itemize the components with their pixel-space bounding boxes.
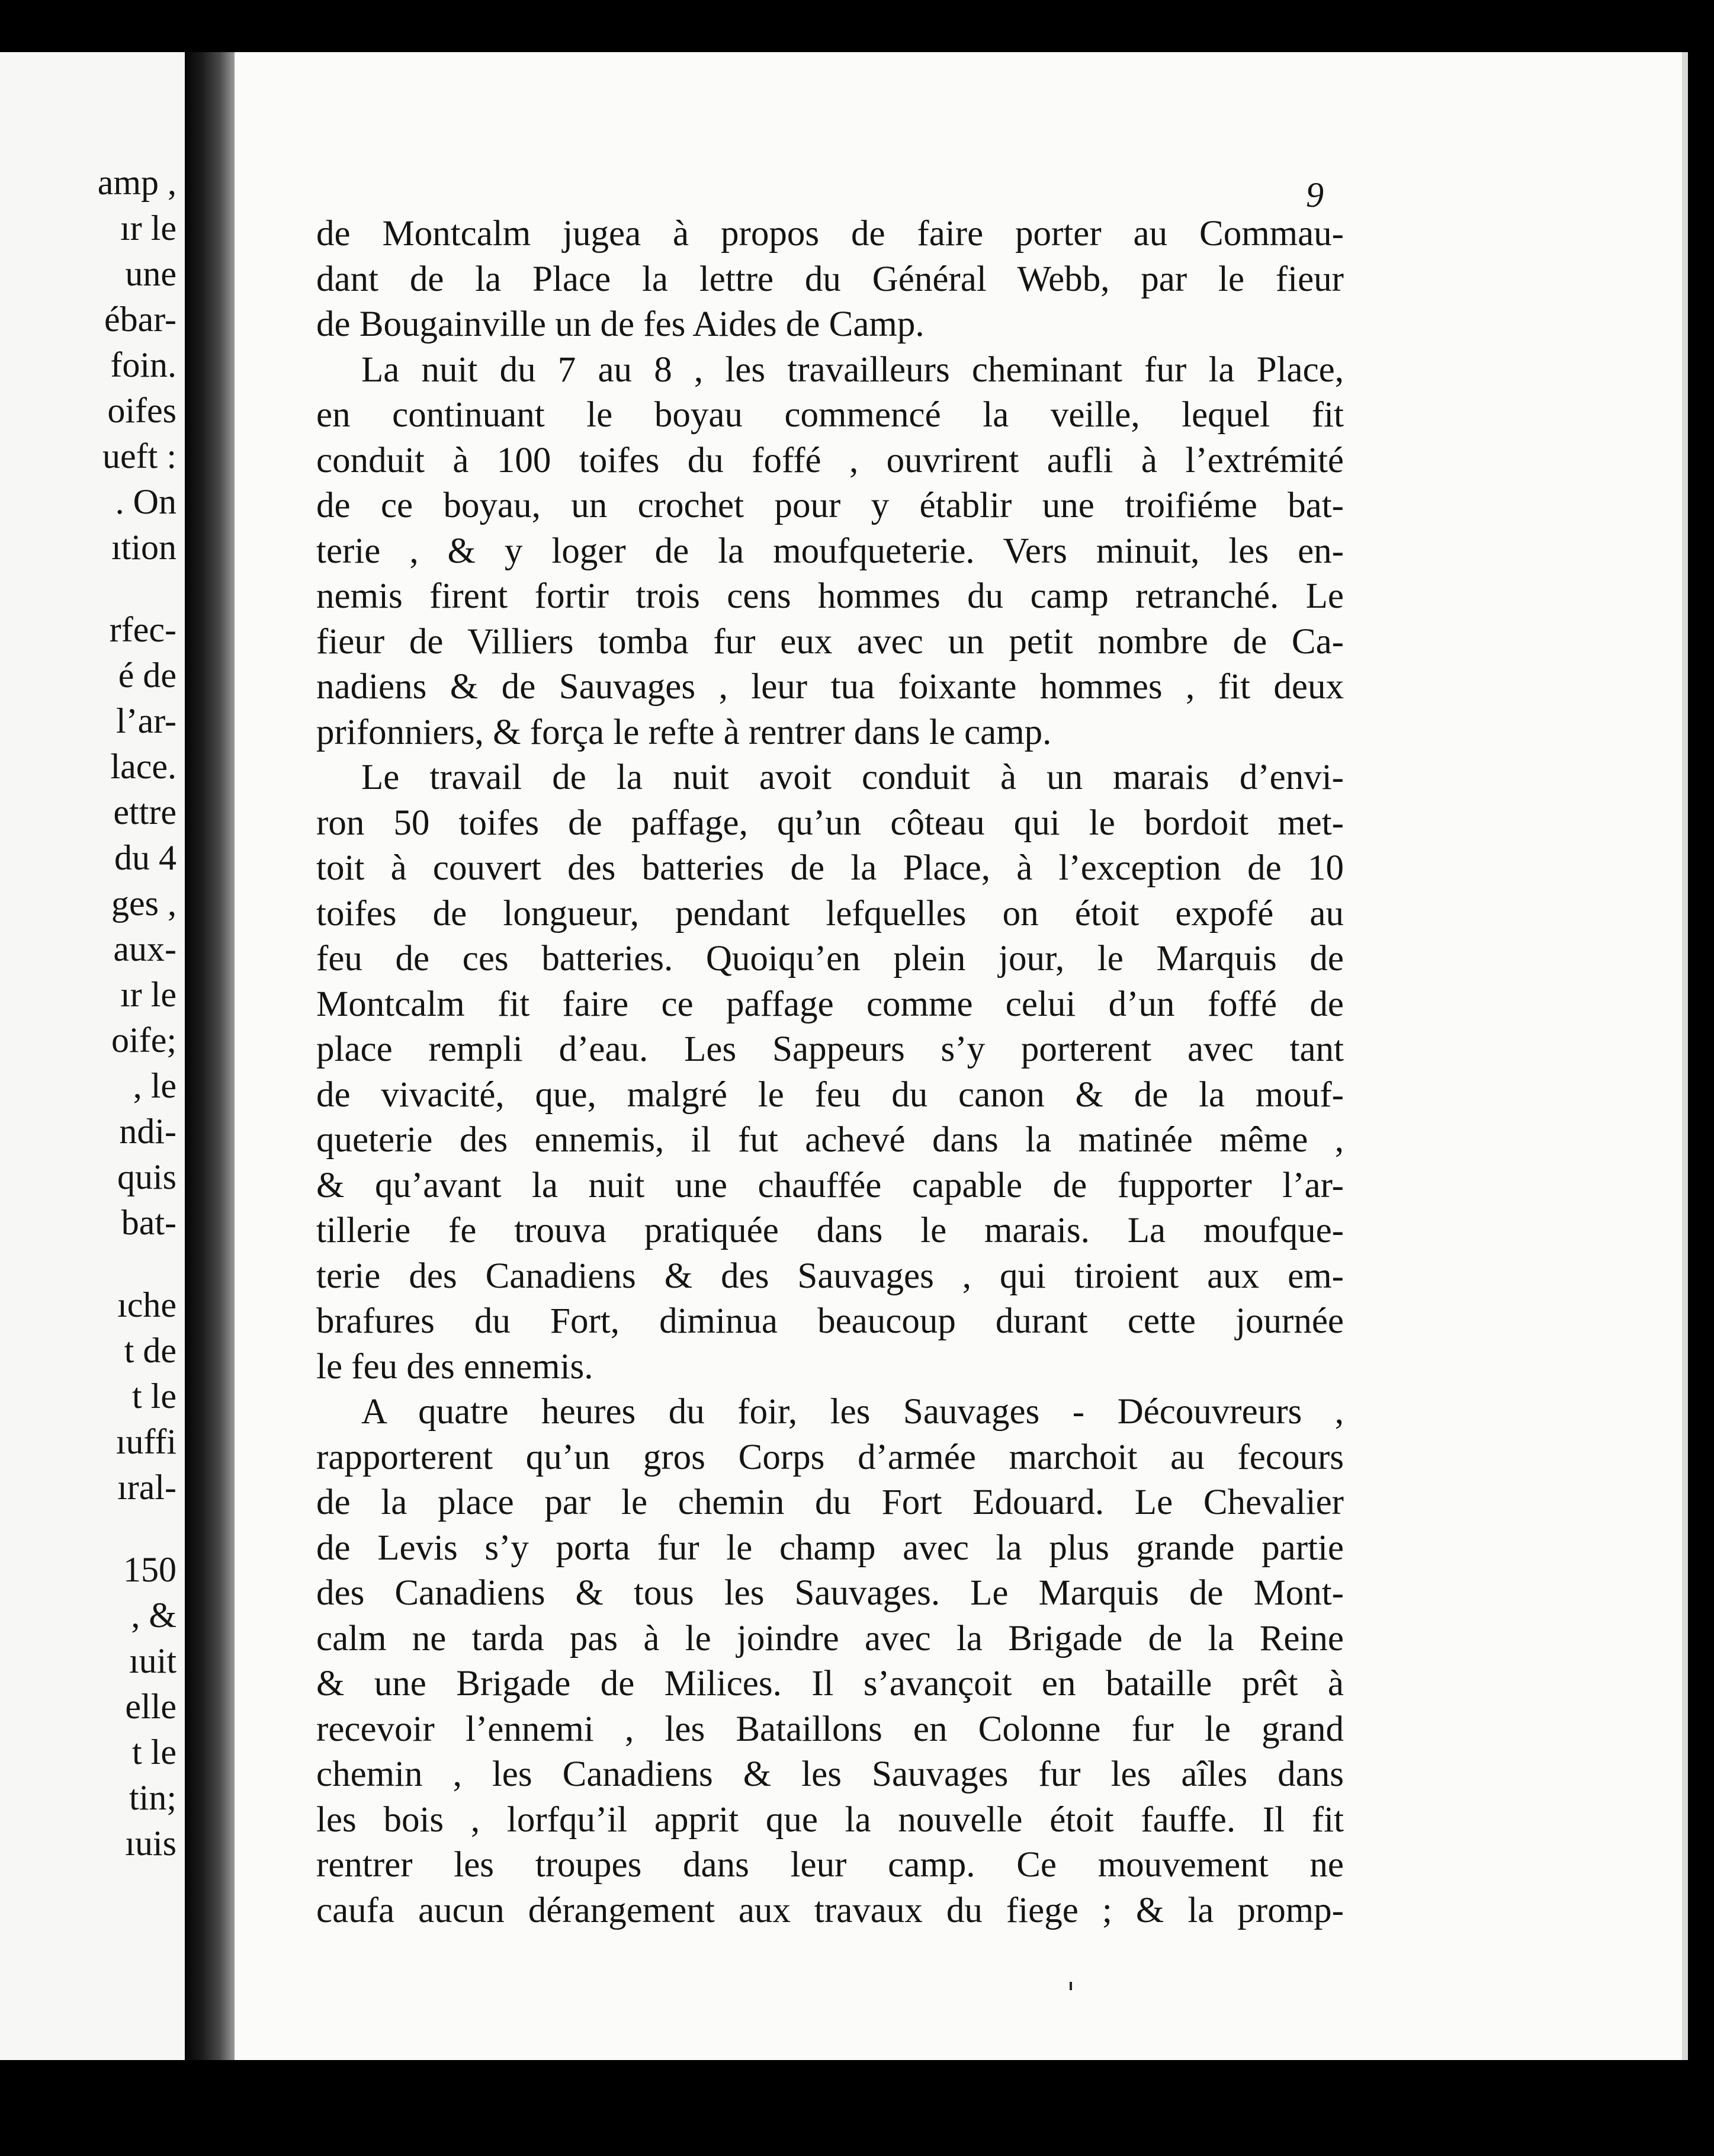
text-line: brafures du Fort, diminua beaucoup durant cette journée — [316, 1301, 1344, 1341]
text-line: le feu des ennemis. — [316, 1346, 593, 1387]
text-line: A quatre heures du foir, les Sauvages - Découvreurs , — [361, 1392, 1344, 1432]
facing-line-gap — [0, 1246, 176, 1282]
text-line: de Montcalm jugea à propos de faire porter au Commau- — [316, 214, 1344, 254]
text-line: La nuit du 7 au 8 , les travailleurs cheminant fur la Place, — [361, 349, 1344, 390]
facing-line: ueft : — [102, 437, 176, 476]
text-line: calm ne tarda pas à le joindre avec la Brigade de la Reine — [316, 1618, 1344, 1658]
facing-line: t le — [132, 1732, 176, 1772]
facing-line: ıuffi — [115, 1422, 176, 1461]
text-line: toit à couvert des batteries de la Place, à l’exception de 10 — [316, 848, 1344, 888]
text-line: rentrer les troupes dans leur camp. Ce mouvement ne — [316, 1845, 1344, 1885]
facing-line: , & — [131, 1596, 176, 1635]
facing-page-fragment — [0, 52, 185, 2060]
text-line: toifes de longueur, pendant lefquelles on étoit expofé au — [316, 893, 1344, 933]
text-line: terie , & y loger de la moufqueterie. Vers minuit, les en- — [316, 531, 1344, 571]
facing-line: lace. — [110, 747, 176, 786]
text-line: de la place par le chemin du Fort Edouard. Le Chevalier — [316, 1483, 1344, 1522]
facing-line: ıtion — [111, 528, 176, 567]
facing-line: . On — [115, 482, 176, 521]
facing-line: ettre — [113, 793, 176, 832]
facing-line: du 4 — [114, 838, 176, 877]
page-edge — [1682, 52, 1688, 2060]
facing-line: ges , — [111, 884, 176, 923]
text-line: caufa aucun dérangement aux travaux du fiege ; & la promp- — [316, 1890, 1344, 1930]
facing-line: t de — [124, 1331, 176, 1370]
text-line: Le travail de la nuit avoit conduit à un marais d’envi- — [361, 758, 1344, 797]
text-line: conduit à 100 toifes du foffé , ouvrirent aufli à l’extrémité — [316, 440, 1344, 480]
facing-line: ır le — [120, 208, 176, 248]
facing-line: quis — [117, 1157, 176, 1196]
facing-page-line-ends — [0, 160, 176, 1866]
text-line: en continuant le boyau commencé la veille, lequel fit — [316, 395, 1344, 435]
text-line: de vivacité, que, malgré le feu du canon & de la mouf- — [316, 1074, 1344, 1115]
facing-line: rfec- — [109, 610, 176, 649]
text-line: nemis firent fortir trois cens hommes du camp retranché. Le — [316, 576, 1344, 616]
facing-line: , le — [133, 1066, 176, 1105]
text-line: & qu’avant la nuit une chauffée capable de fupporter l’ar- — [316, 1165, 1344, 1205]
ink-speck — [1070, 1982, 1072, 1990]
text-line: de Bougainville un de fes Aides de Camp. — [316, 304, 925, 344]
facing-line: ıral- — [117, 1468, 176, 1507]
facing-line: 150 — [123, 1550, 176, 1589]
facing-line: ébar- — [104, 300, 176, 339]
facing-line-gap — [0, 1510, 176, 1547]
text-line: ron 50 toifes de paffage, qu’un côteau qui le bordoit met- — [316, 803, 1344, 843]
facing-line: amp , — [97, 163, 176, 202]
facing-line: foin. — [110, 345, 176, 384]
book-gutter — [185, 52, 235, 2060]
facing-line: oife; — [111, 1021, 176, 1060]
text-line: rapporterent qu’un gros Corps d’armée marchoit au fecours — [316, 1437, 1344, 1477]
facing-line: l’ar- — [115, 701, 176, 740]
text-line: des Canadiens & tous les Sauvages. Le Marquis de Mont- — [316, 1573, 1344, 1613]
facing-line: oifes — [107, 391, 176, 430]
text-line: de Levis s’y porta fur le champ avec la plus grande partie — [316, 1528, 1344, 1568]
facing-line: une — [125, 254, 176, 293]
text-line: de ce boyau, un crochet pour y établir une troifiéme bat- — [316, 486, 1344, 525]
text-line: tillerie fe trouva pratiquée dans le marais. La moufque- — [316, 1211, 1344, 1250]
text-line: fieur de Villiers tomba fur eux avec un petit nombre de Ca- — [316, 621, 1344, 662]
text-line: Montcalm fit faire ce paffage comme celui d’un foffé de — [316, 984, 1344, 1024]
facing-line: ır le — [120, 975, 176, 1014]
facing-line: elle — [125, 1687, 176, 1726]
text-line: dant de la Place la lettre du Général Webb, par le fieur — [316, 259, 1344, 299]
facing-line: t le — [132, 1377, 176, 1416]
text-line: chemin , les Canadiens & les Sauvages fur les aîles dans — [316, 1754, 1344, 1794]
text-line: terie des Canadiens & des Sauvages , qui tiroient aux em- — [316, 1256, 1344, 1296]
facing-line: ıche — [117, 1285, 176, 1324]
text-line: feu de ces batteries. Quoiqu’en plein jour, le Marquis de — [316, 939, 1344, 978]
text-line: place rempli d’eau. Les Sappeurs s’y porterent avec tant — [316, 1029, 1344, 1069]
facing-line: bat- — [121, 1203, 176, 1242]
text-line: prifonniers, & força le refte à rentrer dans le camp. — [316, 712, 1052, 752]
body-text — [316, 211, 1344, 1933]
facing-line: ıuit — [129, 1641, 176, 1680]
text-line: & une Brigade de Milices. Il s’avançoit en bataille prêt à — [316, 1664, 1344, 1703]
facing-line: é de — [118, 656, 176, 695]
facing-line: tin; — [129, 1778, 176, 1817]
text-line: les bois , lorfqu’il apprit que la nouvelle étoit fauffe. Il fit — [316, 1799, 1344, 1840]
facing-line: aux- — [113, 929, 176, 968]
page-number: 9 — [1306, 175, 1324, 214]
facing-line-gap — [0, 570, 176, 607]
facing-line: ıuis — [125, 1824, 176, 1863]
text-line: nadiens & de Sauvages , leur tua foixante hommes , fit deux — [316, 667, 1344, 707]
text-line: queterie des ennemis, il fut achevé dans la matinée même , — [316, 1120, 1344, 1160]
text-line: recevoir l’ennemi , les Bataillons en Colonne fur le grand — [316, 1709, 1344, 1749]
facing-line: ndi- — [119, 1112, 176, 1151]
